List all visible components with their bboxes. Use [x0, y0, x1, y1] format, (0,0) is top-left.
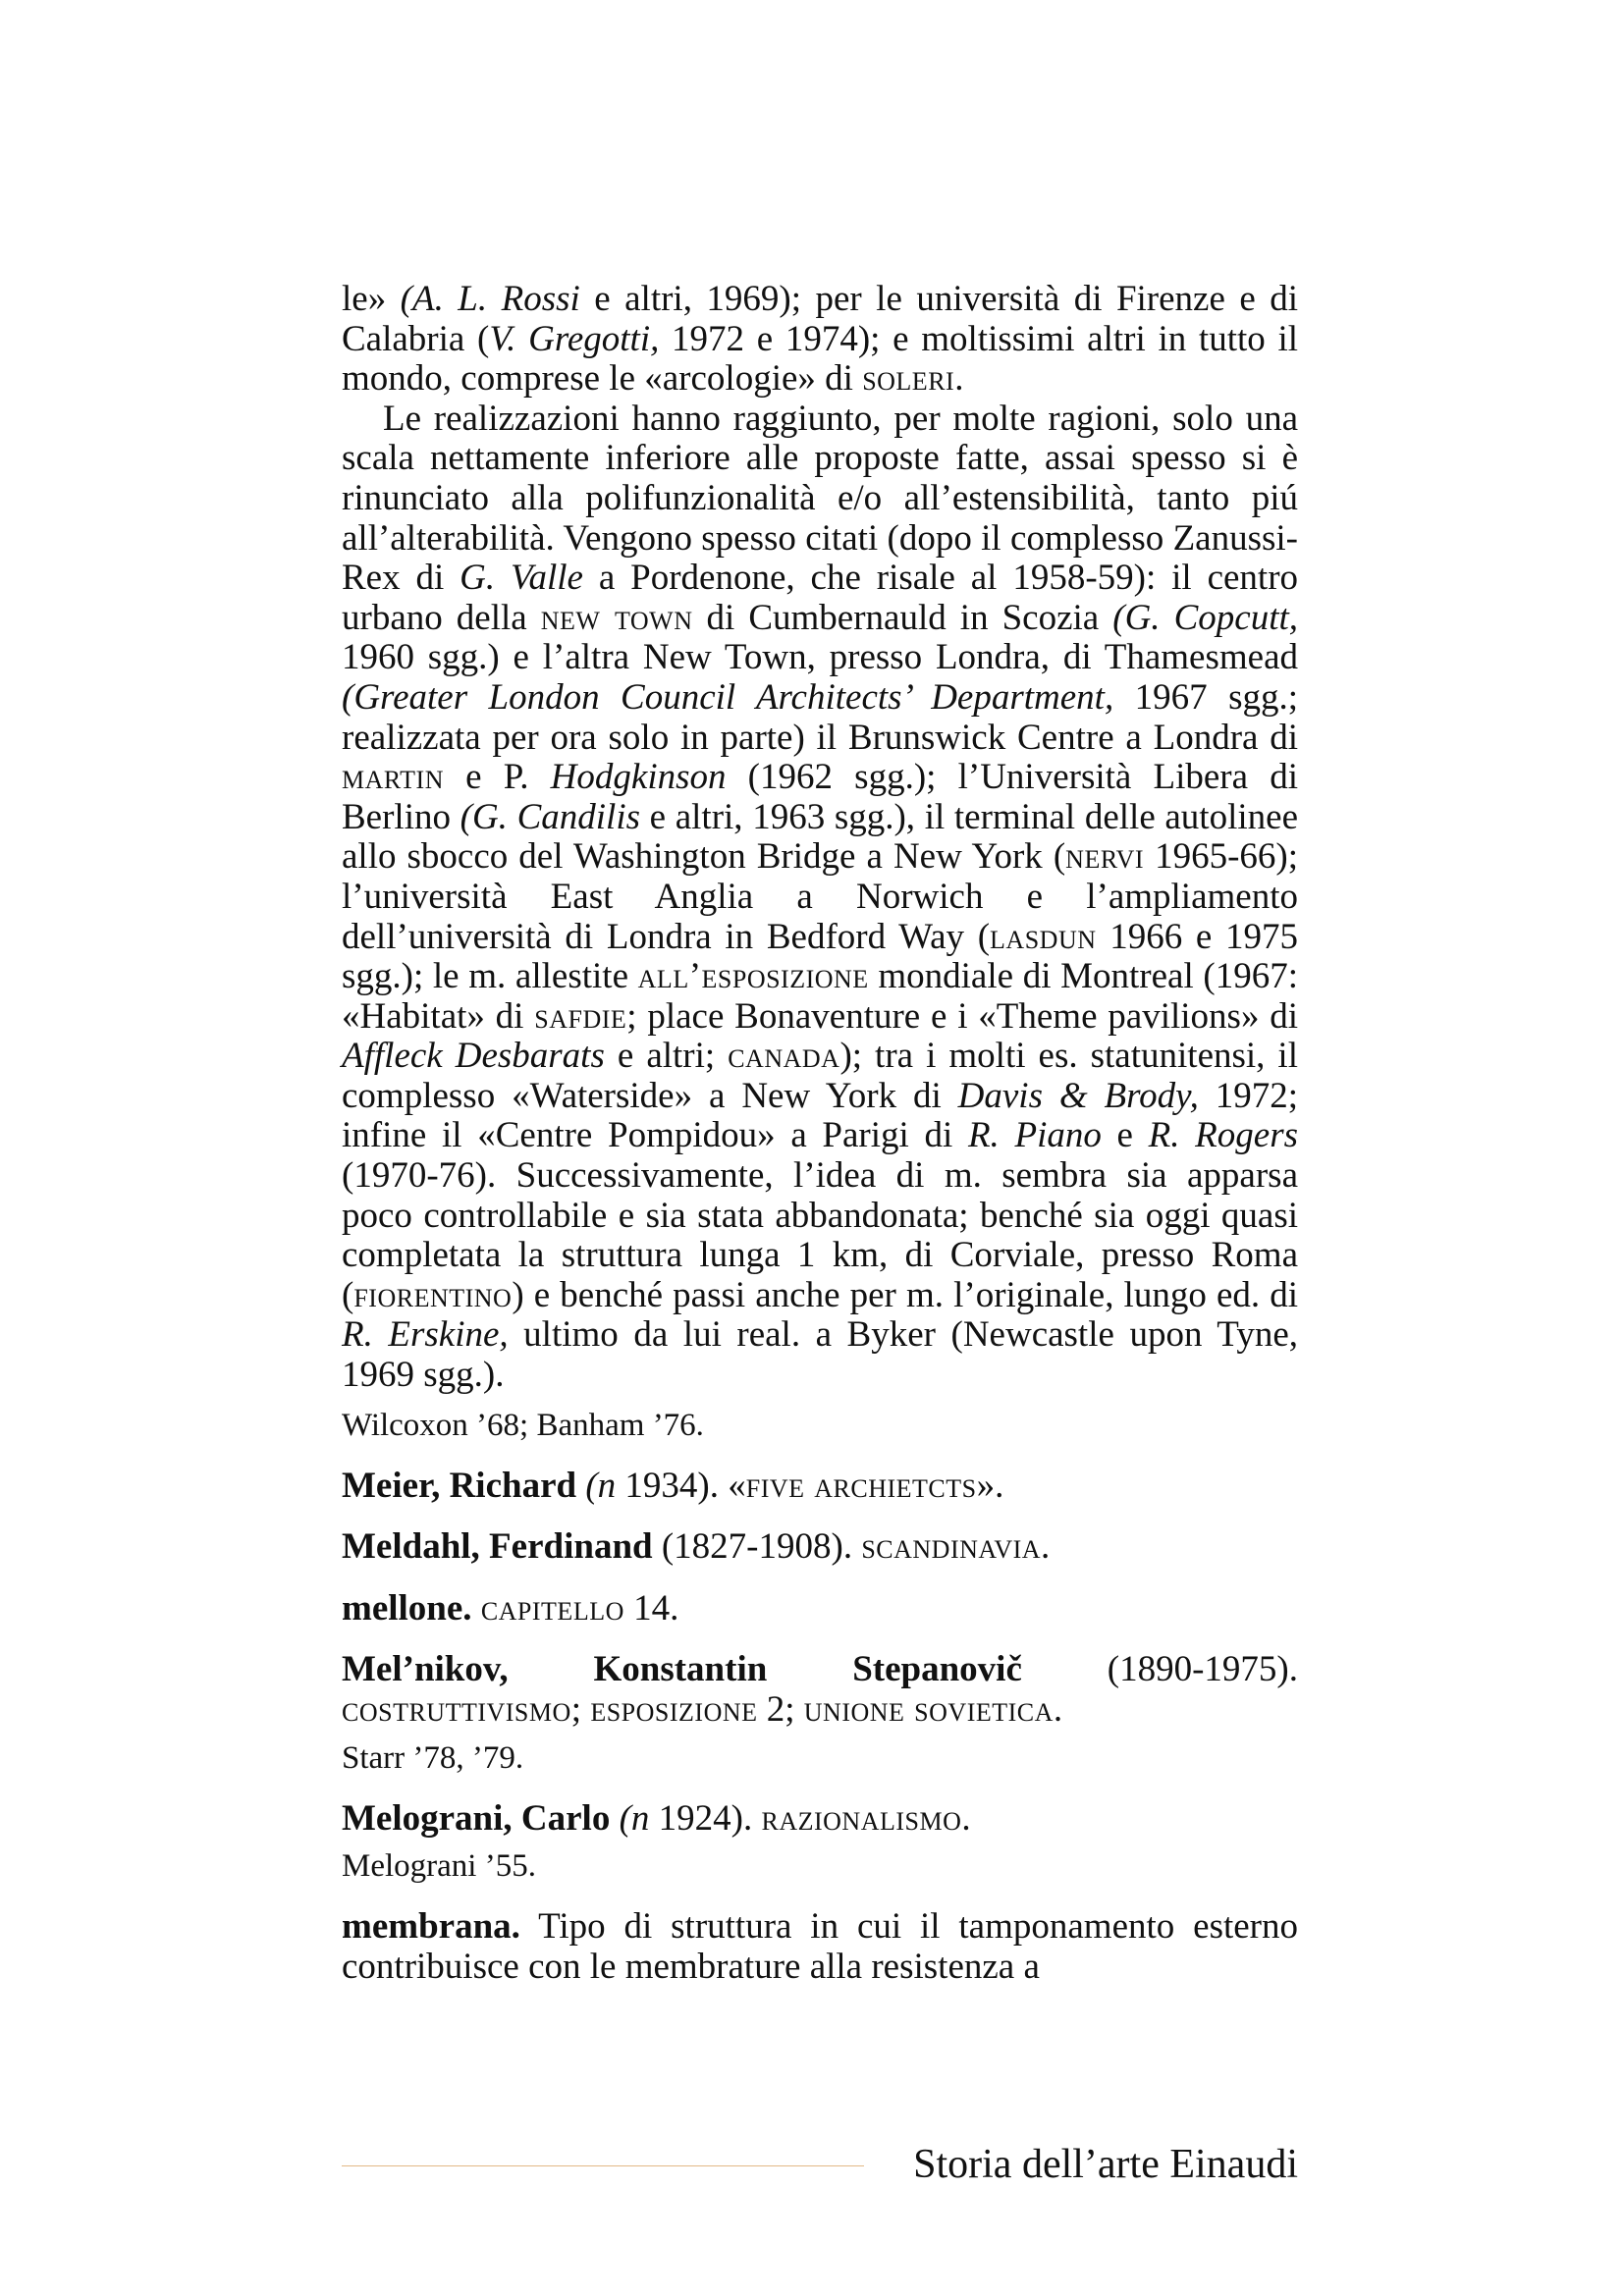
text-run: ; [570, 1689, 591, 1730]
italic-text: (n [619, 1797, 650, 1839]
meldahl-entry [342, 1527, 1298, 1568]
text-run: Tipo di struttura in cui il tamponamento esterno contribuisce con le membrature alla resistenza a [342, 1906, 1298, 1987]
text-run: di Cumbernauld in Scozia [692, 597, 1113, 638]
cross-reference: nervi [1065, 836, 1145, 878]
cross-reference: razionalismo [761, 1797, 962, 1839]
italic-text: (Greater London Council Architects’ Department, [342, 676, 1114, 718]
italic-text: (n [585, 1465, 617, 1506]
text-run: e [1101, 1115, 1149, 1156]
text-run: (1962 sgg.); l’Università Libera di Berlino [342, 757, 1298, 837]
text-run: mondiale di Montreal (1967: «Habitat» di [342, 956, 1298, 1037]
headword: Mel’nikov, Konstantin Stepanovič [342, 1649, 1022, 1690]
text-run: 1934). « [616, 1465, 746, 1506]
publisher-label: Storia dell’arte Einaudi [913, 2142, 1298, 2187]
italic-text: (A. L. Rossi [400, 279, 580, 319]
membrana-entry [342, 1907, 1298, 1987]
cross-reference: soleri [862, 358, 955, 400]
italic-text: (G. Candilis [460, 796, 640, 837]
cross-reference: all’esposizione [637, 956, 869, 997]
bibliography: Starr ’78, ’79. [342, 1739, 524, 1776]
entry-list [342, 1467, 1298, 1988]
italic-text: R. Erskine, [342, 1314, 509, 1356]
headword: mellone. [342, 1587, 472, 1629]
text-run: 1966 e 1975 sgg.); le m. allestite [342, 916, 1298, 997]
text-run: 1972 e 1974); e moltissimi altri in tutto il mondo, comprese le «arcologie» di [342, 318, 1299, 400]
cross-reference: five archietcts [745, 1465, 977, 1506]
text-run: . [1053, 1689, 1063, 1730]
text-run: ; place Bonaventure e i «Theme pavilions» di [626, 995, 1299, 1037]
italic-text: Affleck Desbarats [342, 1036, 605, 1077]
cross-reference: capitello [480, 1587, 624, 1629]
cross-reference: canada [728, 1036, 840, 1077]
italic-text: Hodgkinson [550, 757, 727, 798]
italic-text: R. Rogers [1148, 1115, 1298, 1156]
paragraph [342, 400, 1298, 1396]
text-run [576, 1466, 585, 1506]
cross-reference: safdie [534, 995, 627, 1037]
text-run: (1970-76). Successivamente, l’idea di m. sembra sia apparsa poco controllabile e sia stata abbandonata; benché sia oggi quasi completata la struttura lunga 1 km, di Corviale, presso Roma ( [342, 1155, 1298, 1315]
italic-text: Davis & Brody, [957, 1075, 1199, 1116]
bibliography: Melograni ’55. [342, 1848, 536, 1885]
text-run: ultimo da lui real. a Byker (Newcastle upon Tyne, 1969 sgg.). [342, 1314, 1298, 1396]
paragraph [342, 280, 1298, 400]
headword: Meier, Richard [342, 1465, 577, 1506]
meier-entry [342, 1467, 1298, 1507]
text-run: ); tra i molti es. statunitensi, il complesso «Waterside» a New York di [342, 1036, 1298, 1116]
text-run: e altri; [604, 1036, 729, 1077]
text-run: 1972; infine il «Centre Pompidou» a Parigi di [342, 1075, 1299, 1156]
text-run: . [1041, 1526, 1051, 1568]
cross-reference: fiorentino [353, 1274, 513, 1315]
cross-reference: martin [342, 757, 444, 798]
italic-text: G. Valle [460, 558, 583, 599]
footer [342, 2136, 1298, 2195]
melnikov-entry [342, 1650, 1298, 1730]
cross-reference: new town [540, 597, 693, 638]
cross-reference: costruttivismo [342, 1689, 571, 1730]
cross-reference: esposizione [590, 1689, 758, 1730]
cross-reference: scandinavia [861, 1526, 1042, 1568]
footer-rule [342, 2165, 864, 2166]
text-run: 1960 sgg.) e l’altra New Town, presso Londra, di Thamesmead [342, 637, 1298, 678]
text-run: 2; [757, 1689, 804, 1730]
melograni-entry [342, 1799, 1298, 1840]
text-run: e altri, 1963 sgg.), il terminal delle autolinee allo sbocco del Washington Bridge a New York ( [342, 796, 1298, 878]
text-run: 14. [623, 1587, 679, 1629]
text-run: 1967 sgg.; realizzata per ora solo in parte) il Brunswick Centre a Londra di [342, 676, 1298, 758]
text-run: 1965-66); l’università East Anglia a Norwich e l’ampliamento dell’università di Londra in Bedford Way ( [342, 836, 1298, 957]
italic-text: (G. Copcutt, [1112, 597, 1299, 638]
text-run: (1890-1975). [1021, 1649, 1298, 1690]
bibliography: Wilcoxon ’68; Banham ’76. [342, 1407, 704, 1443]
text-run: e altri, 1969); per le università di Firenze e di Calabria ( [342, 279, 1299, 359]
text-block [342, 280, 1298, 1396]
italic-text: R. Piano [967, 1115, 1102, 1156]
text-run: 1924). [649, 1797, 762, 1839]
cross-reference: lasdun [990, 916, 1097, 957]
mellone-entry [342, 1589, 1298, 1629]
headword: Meldahl, Ferdinand [342, 1526, 653, 1568]
text-run: le» [342, 279, 401, 319]
text-run [610, 1798, 619, 1839]
page-content [342, 280, 1298, 1987]
text-run: e P. [444, 757, 551, 798]
text-run: . [954, 358, 964, 400]
headword: membrana. [342, 1906, 520, 1948]
cross-reference: unione sovietica [803, 1689, 1054, 1730]
text-run: Le realizzazioni hanno raggiunto, per molte ragioni, solo una scala nettamente inferiore alle proposte fatte, assai spesso si è rinunciato alla polifunzionalità e/o all’estensibilità, tanto piú all’alterabilità. Vengono spesso citati (dopo il complesso Zanussi-Rex di [342, 398, 1298, 599]
text-run [472, 1588, 481, 1629]
text-run: ». [976, 1465, 1004, 1506]
text-run: (1827-1908). [652, 1526, 862, 1568]
headword: Melograni, Carlo [342, 1797, 611, 1839]
text-run: a Pordenone, che risale al 1958-59): il centro urbano della [342, 558, 1299, 638]
italic-text: V. Gregotti, [489, 318, 660, 359]
text-run: . [961, 1797, 971, 1839]
text-run: ) e benché passi anche per m. l’originale, lungo ed. di [512, 1274, 1298, 1315]
